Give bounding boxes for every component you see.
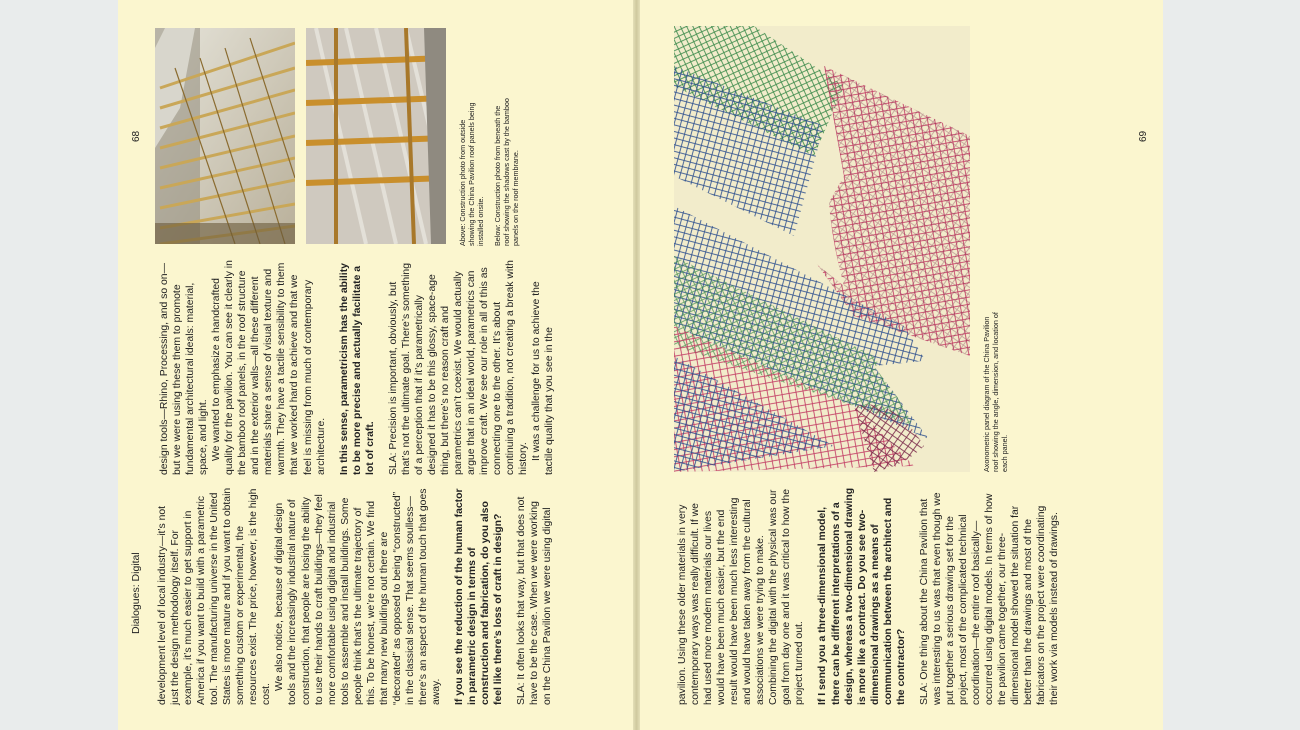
paragraph: development level of local industry—it’s not just the design methodology itself. For example, it’s much easier to get support in America if you want to build with a parametric tool. The manufacturing universe in the United States is more mature and if you want to obtain something custom or experimental, the resources exist. The price, however, is the high cost. [157, 487, 273, 705]
running-head: Dialogues: Digital [130, 552, 142, 634]
right-text-column-1 [676, 487, 1061, 705]
construction-photo-outside [155, 28, 295, 244]
paragraph: We wanted to emphasize a handcrafted quality for the pavilion. You can see it clearly in the bamboo roof panels, in the roof structure and in the exterior walls—all these different materials share a sense of visual texture and warmth. They have a tactile sensibility to them that we worked hard to achieve and that we feel is missing from much of contemporary architecture. [211, 260, 327, 475]
interview-answer: SLA: One thing about the China Pavilion that was interesting to us was that even though we put together a serious drawing set for the project, most of the complicated technical coordination—the entire roof basically—occurred using digital models. In terms of how the pavilion came together, our three-dimensional model showed the situation far better than the drawings and most of the fabricators on the project were coordinating their work via models instead of drawings. [918, 492, 1061, 705]
caption-above: Above: Construction photo from outside showing the China Pavilion roof panels being installed onsite. [458, 102, 486, 246]
interview-question: If you see the reduction of the human factor in parametric design in terms of construction and fabrication, do you also feel like there’s loss of craft in design? [454, 488, 505, 705]
interview-question: If I send you a three-dimensional model, there can be different interpretations of a design, whereas a two-dimensional drawing is more like a contract. Do you see two-dimensional drawings as a means of communication between the architect and the contractor? [817, 487, 907, 705]
left-text-column-2 [158, 257, 556, 475]
book-gutter [633, 0, 640, 730]
paragraph: pavilion. Using these older materials in very contemporary ways was really difficult. If we had used more modern materials our lives would have been much easier, but the end result would have been much less interesting and would have taken away from the cultural associations we were trying to make. Combining the digital with the physical was our goal from day one and it was critical to how the project turned out. [677, 488, 806, 705]
axonometric-panel-diagram [674, 26, 970, 472]
interview-answer: SLA: Precision is important, obviously, but that’s not the ultimate goal. There’s something of a perception that if it’s parametrically designed it has to be this glossy, space-age thing, but there’s no reason craft and parametrics can’t coexist. We would actually argue that in an ideal world, parametrics can improve craft. We see our role in all of this as connecting one to the other. It’s about continuing a tradition, not creating a break with history. [387, 260, 530, 475]
interview-answer: SLA: It often looks that way, but that does not have to be the case. When we were working on the China Pavilion we were using digital [516, 496, 554, 705]
paragraph: It was a challenge for us to achieve the tactile quality that you see in the [531, 281, 556, 475]
caption-below: Below: Construction photo from beneath the roof showing the shadows cast by the bamboo panels on the roof membrane. [492, 98, 521, 246]
page-number-left: 68 [131, 130, 142, 142]
caption-text: Axonometric panel diagram of the China Pavilion roof showing the angle, dimension, and location of each panel. [982, 312, 1010, 472]
photo-captions [458, 96, 527, 246]
left-text-column-1 [156, 487, 554, 705]
diagram-caption [982, 312, 1017, 472]
paragraph: We also notice, because of digital design tools and the increasingly industrial nature of construction, that people are losing the ability to use their hands to craft buildings—they feel more comfortable using digital and industrial tools to assemble and install buildings. Some people think that’s the ultimate trajectory of this. To be honest, we’re not certain. We find that many new buildings out there are “decorated” as opposed to being “constructed” in the classical sense. That seems soulless—there’s an aspect of the human touch that goes away. [274, 488, 442, 705]
paragraph: design tools—Rhino, Processing, and so on—but we were using these them to promote fundamental architectural ideals: material, space, and light. [159, 263, 210, 475]
page-number-right: 69 [1138, 130, 1149, 142]
interview-question: In this sense, parametricism has the ability to be more precise and actually facilitate a lot of craft. [338, 263, 376, 475]
construction-photo-beneath [306, 28, 446, 244]
